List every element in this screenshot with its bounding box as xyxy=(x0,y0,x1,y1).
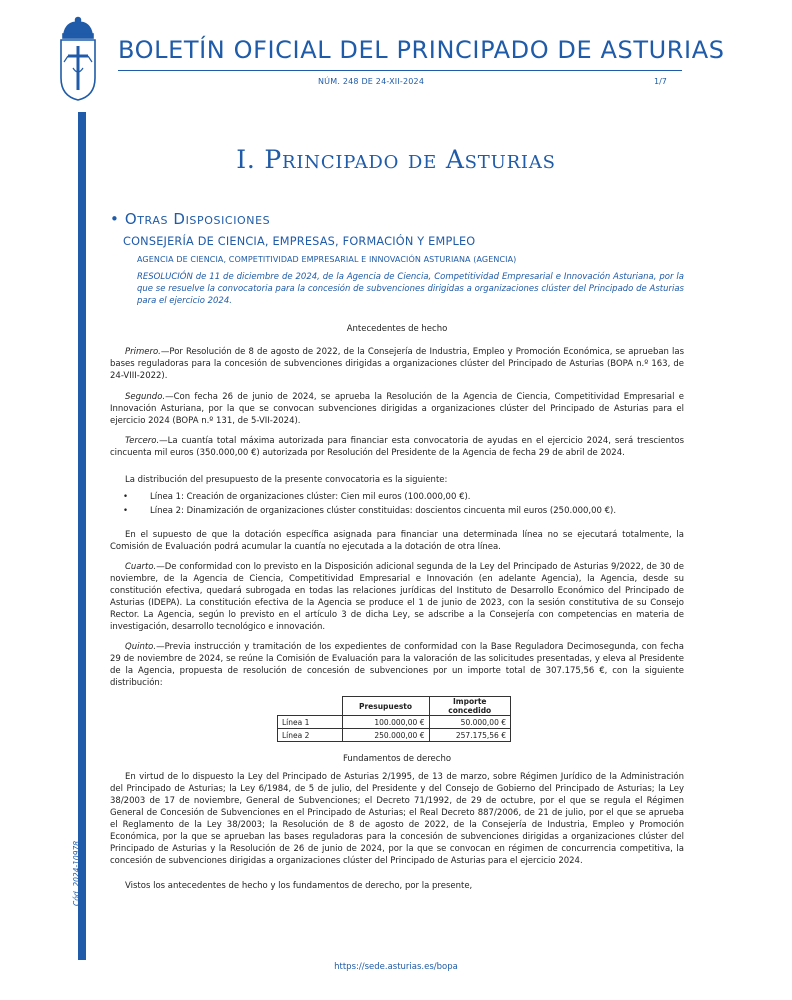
document-code: Cód. 2024-10978 xyxy=(72,840,81,906)
distribution-table xyxy=(277,696,511,742)
footer-url-link[interactable]: https://sede.asturias.es/bopa xyxy=(334,962,458,972)
page-number: 1/7 xyxy=(654,77,667,86)
paragraph-quinto xyxy=(110,641,684,689)
table-cell: 257.175,56 € xyxy=(429,729,511,742)
section-title: I. Principado de Asturias xyxy=(236,145,556,174)
paragraph-cuarto xyxy=(110,561,684,633)
paragraph-distribucion: La distribución del presupuesto de la presente convocatoria es la siguiente: xyxy=(125,475,448,485)
subsection-title: • Otras Disposiciones xyxy=(110,210,271,228)
table-cell: Línea 2 xyxy=(278,729,343,742)
list-item xyxy=(123,491,684,503)
segundo-text: —Con fecha 26 de junio de 2024, se aprueba la Resolución de la Agencia de Ciencia, Competitividad Empresarial e Innovación Asturiana, por la que se convocan subvenciones dirigidas a organizaciones clúster del Principado de Asturias para el ejercicio 2024 (BOPA n.º 131, de 5-VII-2024). xyxy=(110,392,684,426)
bullet-icon: • xyxy=(123,506,129,516)
table-cell: 100.000,00 € xyxy=(342,716,429,729)
table-header-cell: Presupuesto xyxy=(342,697,429,716)
sidebar-bar xyxy=(78,112,86,960)
fundamentos-heading: Fundamentos de derecho xyxy=(342,754,452,764)
bullet-icon: • xyxy=(123,492,129,502)
segundo-label: Segundo. xyxy=(125,392,166,402)
table-row xyxy=(278,716,511,729)
quinto-text: —Previa instrucción y tramitación de los expedientes de conformidad con la Base Reguladora Decimosegunda, con fecha 29 de noviembre de 2024, se reúne la Comisión de Evaluación para la valoración de las solicitudes presentadas, y eleva al Presidente de la Agencia, propuesta de resolución de concesión de subvenciones por un importe total de 307.175,56 €, con la siguiente distribución: xyxy=(110,642,684,688)
table-row xyxy=(278,729,511,742)
agency-name: AGENCIA DE CIENCIA, COMPETITIVIDAD EMPRESARIAL E INNOVACIÓN ASTURIANA (AGENCIA) xyxy=(137,255,517,264)
table-header-cell xyxy=(278,697,343,716)
primero-text: —Por Resolución de 8 de agosto de 2022, de la Consejería de Industria, Empleo y Promoción Económica, se aprueban las bases reguladoras para la concesión de subvenciones dirigidas a organizaciones clúster del Principado de Asturias (BOPA n.º 163, de 24-VIII-2022). xyxy=(110,347,684,381)
antecedentes-heading: Antecedentes de hecho xyxy=(346,324,448,334)
paragraph-primero xyxy=(110,346,684,382)
header-divider xyxy=(118,70,682,71)
table-cell: Línea 1 xyxy=(278,716,343,729)
primero-label: Primero. xyxy=(125,347,161,357)
tercero-text: —La cuantía total máxima autorizada para financiar esta convocatoria de ayudas en el ejercicio 2024, será trescientos cincuenta mil euros (350.000,00 €) autorizada por Resolución del Presidente de la Agencia de fecha 29 de abril de 2024. xyxy=(110,436,684,458)
asturias-crest-logo xyxy=(56,16,100,102)
quinto-label: Quinto. xyxy=(125,642,157,652)
issue-number: NÚM. 248 DE 24-XII-2024 xyxy=(318,77,425,86)
cuarto-label: Cuarto. xyxy=(125,562,157,572)
table-cell: 250.000,00 € xyxy=(342,729,429,742)
paragraph-fundamentos: En virtud de lo dispuesto la Ley del Principado de Asturias 2/1995, de 13 de marzo, sobre Régimen Jurídico de la Administración del Principado de Asturias; la Ley 6/1984, de 5 de julio, del Presidente y del Consejo de Gobierno del Principado de Asturias; la Ley 38/2003 de 17 de noviembre, General de Subvenciones; el Decreto 71/1992, de 29 de octubre, por el que se regula el Régimen General de Concesión de Subvenciones en el Principado de Asturias; el Real Decreto 887/2006, de 21 de julio, por el que se aprueba el Reglamento de la Ley 38/2003; la Resolución de 8 de agosto de 2022, de la Consejería de Industria, Empleo y Promoción Económica, por la que se aprueban las bases reguladoras para la concesión de subvenciones dirigidas a organizaciones clúster del Principado de Asturias y la Resolución de 26 de junio de 2024, por la que se convocan en régimen de concurrencia competitiva, la concesión de subvenciones dirigidas a organizaciones clúster del Principado de Asturias para el ejercicio 2024. xyxy=(110,772,684,866)
paragraph-tercero xyxy=(110,435,684,459)
list-item xyxy=(123,505,684,517)
tercero-label: Tercero. xyxy=(125,436,160,446)
bulletin-title: BOLETÍN OFICIAL DEL PRINCIPADO DE ASTURIAS xyxy=(118,36,725,64)
table-header-cell: Importe concedido xyxy=(429,697,511,716)
paragraph-segundo xyxy=(110,391,684,427)
table-cell: 50.000,00 € xyxy=(429,716,511,729)
table-header-row xyxy=(278,697,511,716)
linea1-text: Línea 1: Creación de organizaciones clúster: Cien mil euros (100.000,00 €). xyxy=(150,492,471,502)
department-name: CONSEJERÍA DE CIENCIA, EMPRESAS, FORMACIÓN Y EMPLEO xyxy=(123,235,476,248)
paragraph-vistos: Vistos los antecedentes de hecho y los fundamentos de derecho, por la presente, xyxy=(125,881,473,891)
paragraph-supuesto: En el supuesto de que la dotación específica asignada para financiar una determinada línea no se ejecutará totalmente, la Comisión de Evaluación podrá acumular la cuantía no ejecutada a la dotación de otra línea. xyxy=(110,530,684,552)
linea2-text: Línea 2: Dinamización de organizaciones clúster constituidas: doscientos cincuenta mil euros (250.000,00 €). xyxy=(150,506,617,516)
resolution-title: RESOLUCIÓN de 11 de diciembre de 2024, de la Agencia de Ciencia, Competitividad Empresarial e Innovación Asturiana, por la que se resuelve la convocatoria para la concesión de subvenciones dirigidas a organizaciones clúster del Principado de Asturias para el ejercicio 2024. xyxy=(137,272,684,306)
cuarto-text: —De conformidad con lo previsto en la Disposición adicional segunda de la Ley del Principado de Asturias 9/2022, de 30 de noviembre, de la Agencia de Ciencia, Competitividad Empresarial e Innovación (en adelante Agencia), la Agencia, desde su constitución efectiva, quedará subrogada en todas las relaciones jurídicas del Instituto de Desarrollo Económico del Principado de Asturias (IDEPA). La constitución efectiva de la Agencia se produce el 1 de junio de 2023, con la sesión constitutiva de su Consejo Rector. La Agencia, según lo previsto en el artículo 3 de dicha Ley, se adscribe a la Consejería con competencias en materia de investigación, desarrollo tecnológico e innovación. xyxy=(110,562,684,632)
